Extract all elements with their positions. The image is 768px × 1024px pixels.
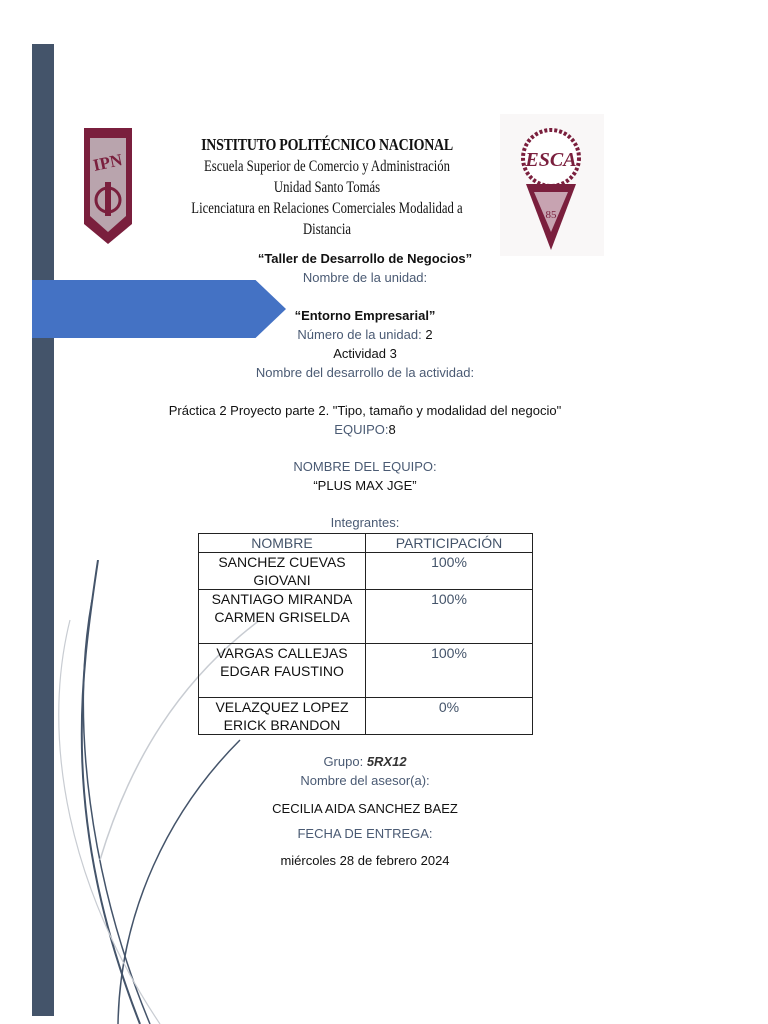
- member-name: VELAZQUEZ LOPEZ ERICK BRANDON: [199, 698, 366, 735]
- advisor-value: CECILIA AIDA SANCHEZ BAEZ: [272, 801, 458, 816]
- table-row: [199, 698, 533, 735]
- esca-logo-text: ESCA: [525, 149, 577, 171]
- school-name: Escuela Superior de Comercio y Administración: [203, 158, 451, 175]
- table-row: [199, 644, 533, 698]
- member-name: SANTIAGO MIRANDA CARMEN GRISELDA: [199, 590, 366, 644]
- program-name: Licenciatura en Relaciones Comerciales Modalidad a Distancia: [191, 200, 463, 238]
- members-table: [198, 533, 533, 735]
- delivery-label: FECHA DE ENTREGA:: [297, 826, 433, 841]
- unit-number-line: [0, 326, 730, 344]
- table-header-row: [199, 534, 533, 553]
- course-title: “Taller de Desarrollo de Negocios”: [257, 251, 473, 266]
- members-label: Integrantes:: [330, 515, 400, 530]
- member-participation: 100%: [366, 644, 533, 698]
- team-value: 8: [388, 422, 396, 437]
- team-label: EQUIPO:: [334, 422, 389, 437]
- advisor-label: Nombre del asesor(a):: [300, 773, 430, 788]
- institution-header: [190, 134, 464, 240]
- member-participation: 0%: [366, 698, 533, 735]
- esca-logo: [500, 114, 604, 256]
- team-name-label: NOMBRE DEL EQUIPO:: [293, 459, 437, 474]
- group-value: 5RX12: [366, 754, 407, 769]
- activity: Actividad 3: [333, 346, 397, 361]
- group-line: [0, 753, 730, 771]
- esca-logo-number: 85: [545, 209, 557, 221]
- ipn-logo: [78, 124, 138, 248]
- header-name: NOMBRE: [199, 534, 366, 553]
- unit-name-label: Nombre de la unidad:: [302, 270, 428, 285]
- table-row: [199, 553, 533, 590]
- member-name: VARGAS CALLEJAS EDGAR FAUSTINO: [199, 644, 366, 698]
- unit-number-value: 2: [425, 327, 433, 342]
- institution-name: INSTITUTO POLITÉCNICO NACIONAL: [201, 135, 453, 154]
- delivery-value: miércoles 28 de febrero 2024: [280, 853, 450, 868]
- table-row: [199, 590, 533, 644]
- group-label: Grupo:: [323, 754, 364, 769]
- team-line: [0, 421, 730, 439]
- activity-name-label: Nombre del desarrollo de la actividad:: [255, 365, 475, 380]
- member-participation: 100%: [366, 553, 533, 590]
- member-participation: 100%: [366, 590, 533, 644]
- unit-number-label: Número de la unidad:: [297, 327, 422, 342]
- activity-name-value: Práctica 2 Proyecto parte 2. "Tipo, tamaño y modalidad del negocio": [168, 403, 562, 418]
- team-name-value: “PLUS MAX JGE”: [313, 478, 417, 493]
- ipn-logo-text: IPN: [91, 150, 124, 175]
- header-participation: PARTICIPACIÓN: [366, 534, 533, 553]
- member-name: SANCHEZ CUEVAS GIOVANI: [199, 553, 366, 590]
- unit-name: Unidad Santo Tomás: [273, 179, 381, 196]
- unit-name-value: “Entorno Empresarial”: [294, 308, 436, 323]
